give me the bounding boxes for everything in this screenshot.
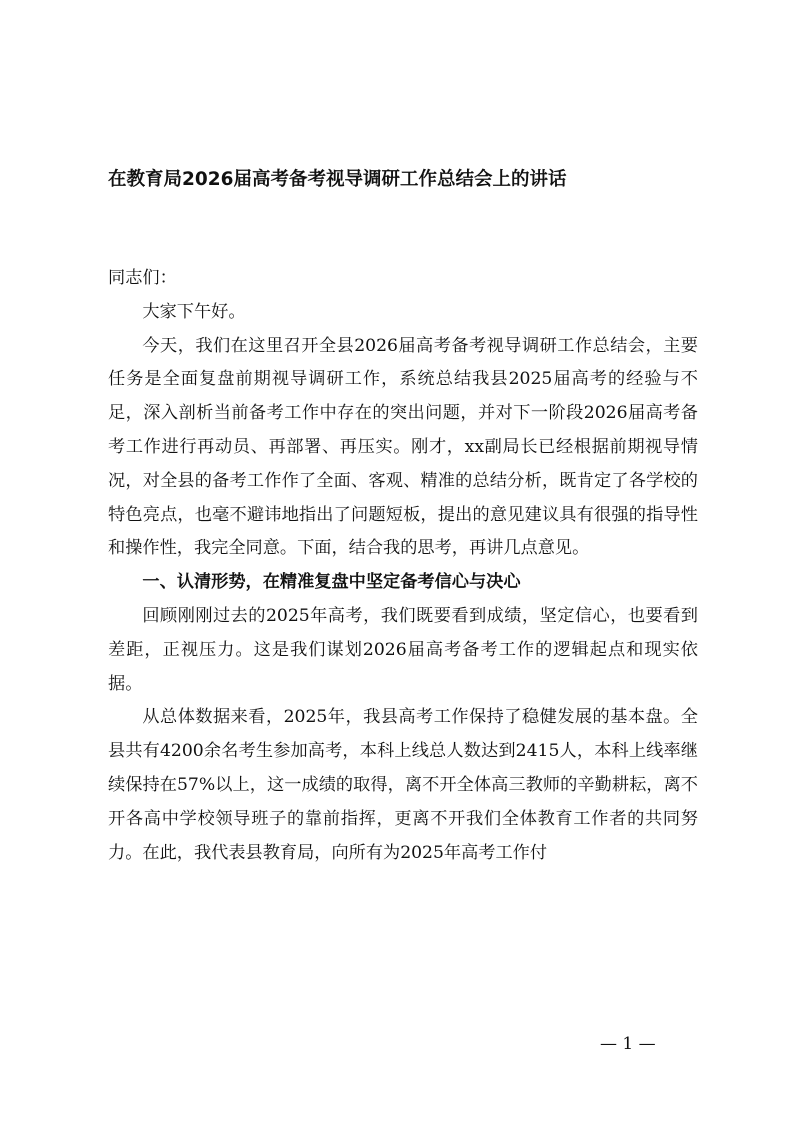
section-heading: 一、认清形势，在精准复盘中坚定备考信心与决心 xyxy=(142,572,521,593)
document-body xyxy=(108,262,698,870)
paragraph-greeting: 大家下午好。 xyxy=(142,301,246,322)
salutation: 同志们： xyxy=(108,268,177,288)
paragraph-data: 从总体数据来看，2025年，我县高考工作保持了稳健发展的基本盘。全县共有4200余名考生参加高考，本科上线总人数达到2415人，本科上线率继续保持在57%以上，这一成绩的取得，离不开全体高三教师的辛勤耕耘，离不开各高中学校领导班子的靠前指挥，更离不开我们全体教育工作者的共同努力。在此，我代表县教育局，向所有为2025年高考工作付 xyxy=(108,707,698,863)
page-number: — 1 — xyxy=(600,1034,656,1054)
paragraph-intro: 今天，我们在这里召开全县2026届高考备考视导调研工作总结会，主要任务是全面复盘前期视导调研工作，系统总结我县2025届高考的经验与不足，深入剖析当前备考工作中存在的突出问题，并对下一阶段2026届高考备考工作进行再动员、再部署、再压实。刚才，xx副局长已经根据前期视导情况，对全县的备考工作作了全面、客观、精准的总结分析，既肯定了各学校的特色亮点，也毫不避讳地指出了问题短板，提出的意见建议具有很强的指导性和操作性，我完全同意。下面，结合我的思考，再讲几点意见。 xyxy=(108,335,698,559)
paragraph-review: 回顾刚刚过去的2025年高考，我们既要看到成绩，坚定信心，也要看到差距，正视压力。这是我们谋划2026届高考备考工作的逻辑起点和现实依据。 xyxy=(108,605,698,694)
document-title: 在教育局2026届高考备考视导调研工作总结会上的讲话 xyxy=(108,169,567,190)
